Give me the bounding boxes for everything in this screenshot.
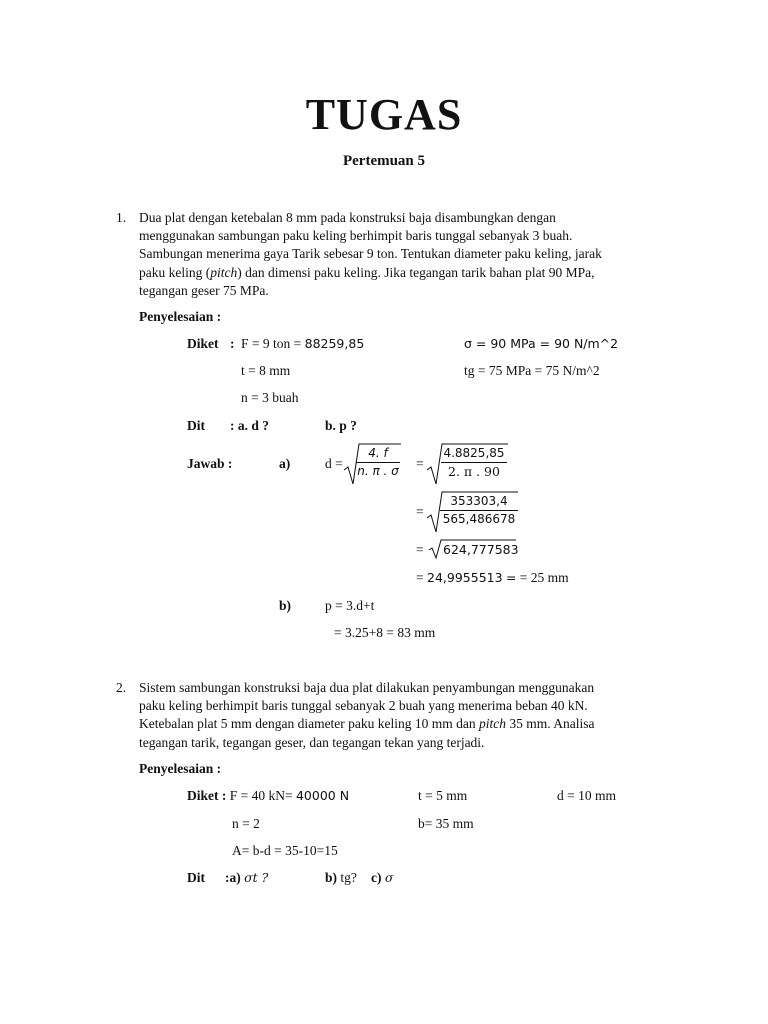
q1-diket-label: Diket [187, 336, 219, 351]
q2-line-2: paku keling berhimpit baris tunggal sebanyak 2 buah yang menerima beban 40 kN. [139, 698, 588, 714]
fraction-1: 4. f n. π . σ [357, 446, 399, 478]
question-2-text [139, 679, 674, 752]
q2-diket-count: n = 2 [232, 816, 260, 831]
pitch-formula: p = 3.d+t [325, 598, 375, 613]
q2-diket-thickness: t = 5 mm [418, 788, 468, 803]
result-d: = 24,9955513 = = 25 mm [416, 570, 569, 585]
pitch-result: = 3.25+8 = 83 mm [334, 625, 436, 640]
q2-dit-label: Dit [187, 870, 205, 885]
equals-sign-1: = [416, 456, 424, 471]
page-subtitle: Pertemuan 5 [342, 153, 426, 169]
q1-line-3: Sambungan menerima gaya Tarik sebesar 9 ton. Tentukan diameter paku keling, jarak [139, 246, 602, 262]
fraction-3: 353303,4 565,486678 [440, 494, 518, 527]
q2-diket-force: Diket : F = 40 kN= 40000 N [187, 788, 350, 803]
q2-diket-diameter: d = 10 mm [557, 788, 616, 803]
q2-line-1: Sistem sambungan konstruksi baja dua plat dilakukan penyambungan menggunakan [139, 680, 595, 695]
question-1-text [139, 209, 674, 300]
q1-solution-label: Penyelesaian : [139, 309, 222, 324]
q1-line-4: paku keling (pitch) dan dimensi paku keling. Jika tegangan tarik bahan plat 90 MPa, [139, 264, 595, 280]
page-title: TUGAS [305, 90, 463, 139]
q1-dit-label: Dit [187, 418, 205, 433]
pitch-term: pitch [210, 264, 238, 280]
q1-dit-b: b. p ? [325, 418, 357, 433]
q1-diket-count: n = 3 buah [241, 390, 299, 405]
q1-dit-a: : a. d ? [230, 418, 270, 433]
q1-diket-colon: : [230, 336, 235, 351]
q1-line-1: Dua plat dengan ketebalan 8 mm pada konstruksi baja disambungkan dengan [139, 210, 556, 225]
q1-diket-force: F = 9 ton = 88259,85 [241, 336, 365, 351]
equals-sign-2: = [416, 504, 424, 519]
q1-diket-sigma: σ = 90 MPa = 90 N/m^2 [464, 336, 619, 351]
q2-solution-label: Penyelesaian : [139, 761, 222, 776]
q1-part-b-label: b) [279, 598, 292, 613]
q2-diket-area: A= b-d = 35-10=15 [232, 843, 338, 858]
pitch-term: pitch [479, 716, 507, 732]
q2-dit-b: b) tg? [325, 870, 357, 885]
q1-jawab-label: Jawab : [187, 456, 233, 471]
q2-dit-c: c) σ [371, 870, 394, 885]
q1-part-a-label: a) [279, 456, 291, 471]
q1-line-2: menggunakan sambungan paku keling berhimpit baris tunggal sebanyak 3 buah. [139, 228, 573, 244]
question-2-number: 2. [116, 680, 127, 695]
equals-sign-3: = [416, 542, 424, 557]
q2-line-3: Ketebalan plat 5 mm dengan diameter paku keling 10 mm dan pitch 35 mm. Analisa [139, 716, 595, 732]
q2-diket-pitch: b= 35 mm [418, 816, 474, 831]
q1-diket-thickness: t = 8 mm [241, 363, 291, 378]
q1-line-5: tegangan geser 75 MPa. [139, 282, 269, 298]
q1-d-equals: d = [325, 456, 343, 471]
q1-diket-shear: tg = 75 MPa = 75 N/m^2 [464, 363, 600, 378]
q2-dit-a: :a) σt ? [225, 870, 269, 885]
fraction-2: 4.8825,85 2. π . 90 [441, 446, 507, 479]
sqrt-value: 624,777583 [443, 542, 519, 557]
q2-line-4: tegangan tarik, tegangan geser, dan tegangan tekan yang terjadi. [139, 734, 485, 750]
question-1-number: 1. [116, 210, 127, 225]
